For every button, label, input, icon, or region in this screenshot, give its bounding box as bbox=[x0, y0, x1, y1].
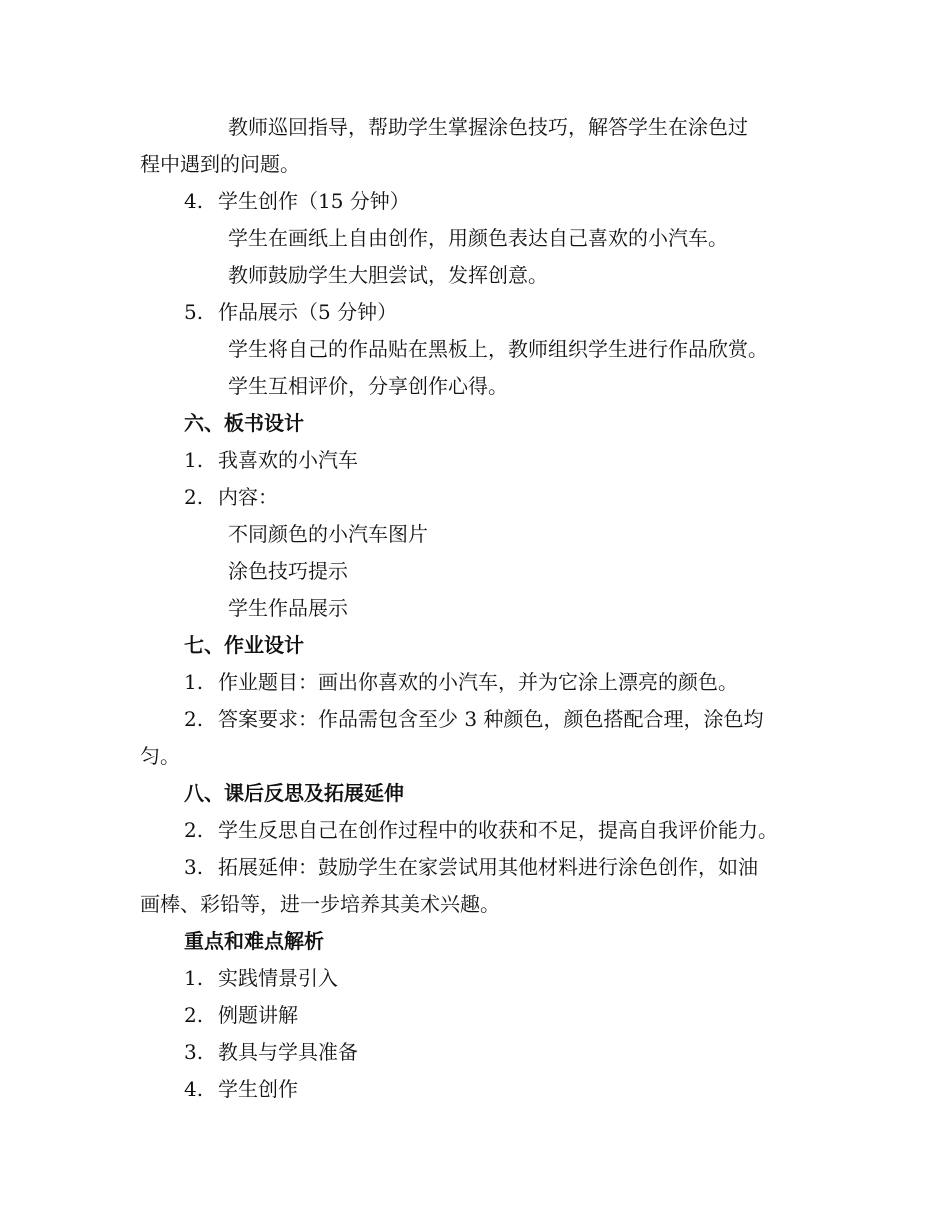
list-item bbox=[184, 189, 410, 213]
list-item bbox=[184, 707, 763, 731]
list-text: 作品展示（5 分钟） bbox=[218, 300, 398, 324]
list-item bbox=[184, 1040, 358, 1064]
list-number: 5. bbox=[184, 300, 204, 324]
paragraph-line: 画棒、彩铅等，进一步培养其美术兴趣。 bbox=[140, 892, 500, 916]
list-number: 1. bbox=[184, 966, 204, 990]
list-number: 4. bbox=[184, 189, 204, 213]
paragraph-line: 匀。 bbox=[140, 744, 180, 768]
list-item bbox=[184, 818, 778, 842]
list-text: 作业题目：画出你喜欢的小汽车，并为它涂上漂亮的颜色。 bbox=[218, 670, 738, 694]
paragraph-line: 教师鼓励学生大胆尝试，发挥创意。 bbox=[228, 263, 548, 287]
list-number: 3. bbox=[184, 855, 204, 879]
list-text: 内容： bbox=[218, 485, 278, 509]
list-item bbox=[184, 966, 338, 990]
sub-item: 不同颜色的小汽车图片 bbox=[228, 522, 428, 546]
list-number: 2. bbox=[184, 707, 204, 731]
list-text: 答案要求：作品需包含至少 3 种颜色，颜色搭配合理，涂色均 bbox=[218, 707, 764, 731]
list-number: 1. bbox=[184, 448, 204, 472]
section-heading: 七、作业设计 bbox=[184, 633, 304, 657]
section-heading: 六、板书设计 bbox=[184, 411, 304, 435]
sub-item: 涂色技巧提示 bbox=[228, 559, 348, 583]
section-heading: 重点和难点解析 bbox=[184, 929, 324, 953]
list-item bbox=[184, 855, 758, 879]
list-item bbox=[184, 485, 278, 509]
list-number: 2. bbox=[184, 1003, 204, 1027]
list-text: 学生创作 bbox=[218, 1077, 298, 1101]
list-item bbox=[184, 448, 358, 472]
list-number: 4. bbox=[184, 1077, 204, 1101]
paragraph-line: 学生在画纸上自由创作，用颜色表达自己喜欢的小汽车。 bbox=[228, 226, 728, 250]
list-number: 2. bbox=[184, 485, 204, 509]
list-text: 学生反思自己在创作过程中的收获和不足，提高自我评价能力。 bbox=[218, 818, 778, 842]
list-item bbox=[184, 300, 397, 324]
list-item bbox=[184, 1077, 298, 1101]
list-text: 实践情景引入 bbox=[218, 966, 338, 990]
list-text: 我喜欢的小汽车 bbox=[218, 448, 358, 472]
list-text: 例题讲解 bbox=[218, 1003, 298, 1027]
paragraph-line: 程中遇到的问题。 bbox=[140, 152, 300, 176]
paragraph-line: 学生将自己的作品贴在黑板上，教师组织学生进行作品欣赏。 bbox=[228, 337, 768, 361]
list-item bbox=[184, 670, 738, 694]
paragraph-line: 学生互相评价，分享创作心得。 bbox=[228, 374, 508, 398]
paragraph-line: 教师巡回指导，帮助学生掌握涂色技巧，解答学生在涂色过 bbox=[228, 115, 748, 139]
list-text: 学生创作（15 分钟） bbox=[218, 189, 410, 213]
list-item bbox=[184, 1003, 298, 1027]
list-text: 拓展延伸：鼓励学生在家尝试用其他材料进行涂色创作，如油 bbox=[218, 855, 758, 879]
section-heading: 八、课后反思及拓展延伸 bbox=[184, 781, 404, 805]
list-number: 3. bbox=[184, 1040, 204, 1064]
sub-item: 学生作品展示 bbox=[228, 596, 348, 620]
list-number: 2. bbox=[184, 818, 204, 842]
list-text: 教具与学具准备 bbox=[218, 1040, 358, 1064]
list-number: 1. bbox=[184, 670, 204, 694]
